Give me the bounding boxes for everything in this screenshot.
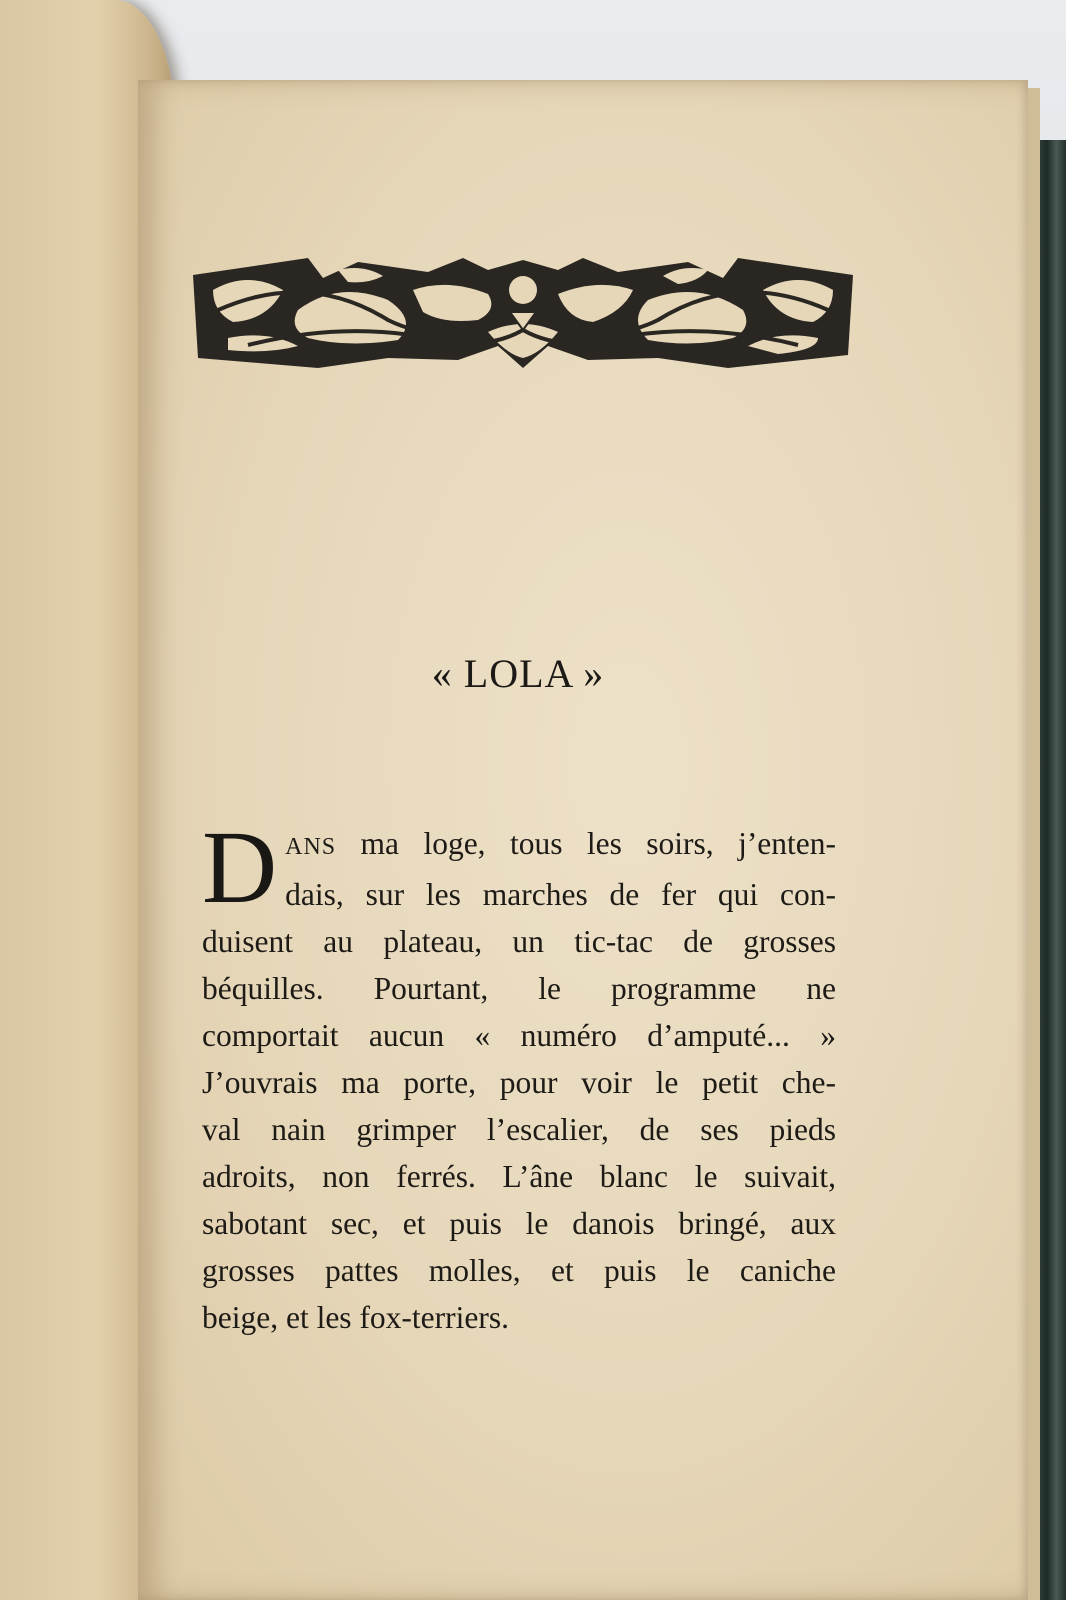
text-line: comportait aucun « numéro d’amputé... » <box>202 1018 836 1053</box>
text-line: dais, sur les marches de fer qui con- <box>285 877 836 912</box>
first-line-text: ma loge, tous les soirs, j’enten- <box>360 826 837 861</box>
drop-cap-letter: D <box>202 810 278 925</box>
book-page <box>138 80 1028 1600</box>
floral-headpiece-ornament <box>188 250 858 380</box>
text-line: duisent au plateau, un tic-tac de grosses <box>202 924 836 959</box>
first-word-small-caps: ANS <box>285 834 337 860</box>
text-line: val nain grimper l’escalier, de ses pieds <box>202 1112 836 1147</box>
text-line <box>202 820 836 871</box>
text-line: J’ouvrais ma porte, pour voir le petit che- <box>202 1065 836 1100</box>
text-line: adroits, non ferrés. L’âne blanc le suivait, <box>202 1159 836 1194</box>
text-line: grosses pattes molles, et puis le caniche <box>202 1253 836 1288</box>
text-line: sabotant sec, et puis le danois bringé, aux <box>202 1206 836 1241</box>
text-line: béquilles. Pourtant, le programme ne <box>202 971 836 1006</box>
chapter-title: « LOLA » <box>431 651 605 696</box>
chapter-body <box>202 810 837 1341</box>
text-line: beige, et les fox-terriers. <box>202 1300 509 1335</box>
